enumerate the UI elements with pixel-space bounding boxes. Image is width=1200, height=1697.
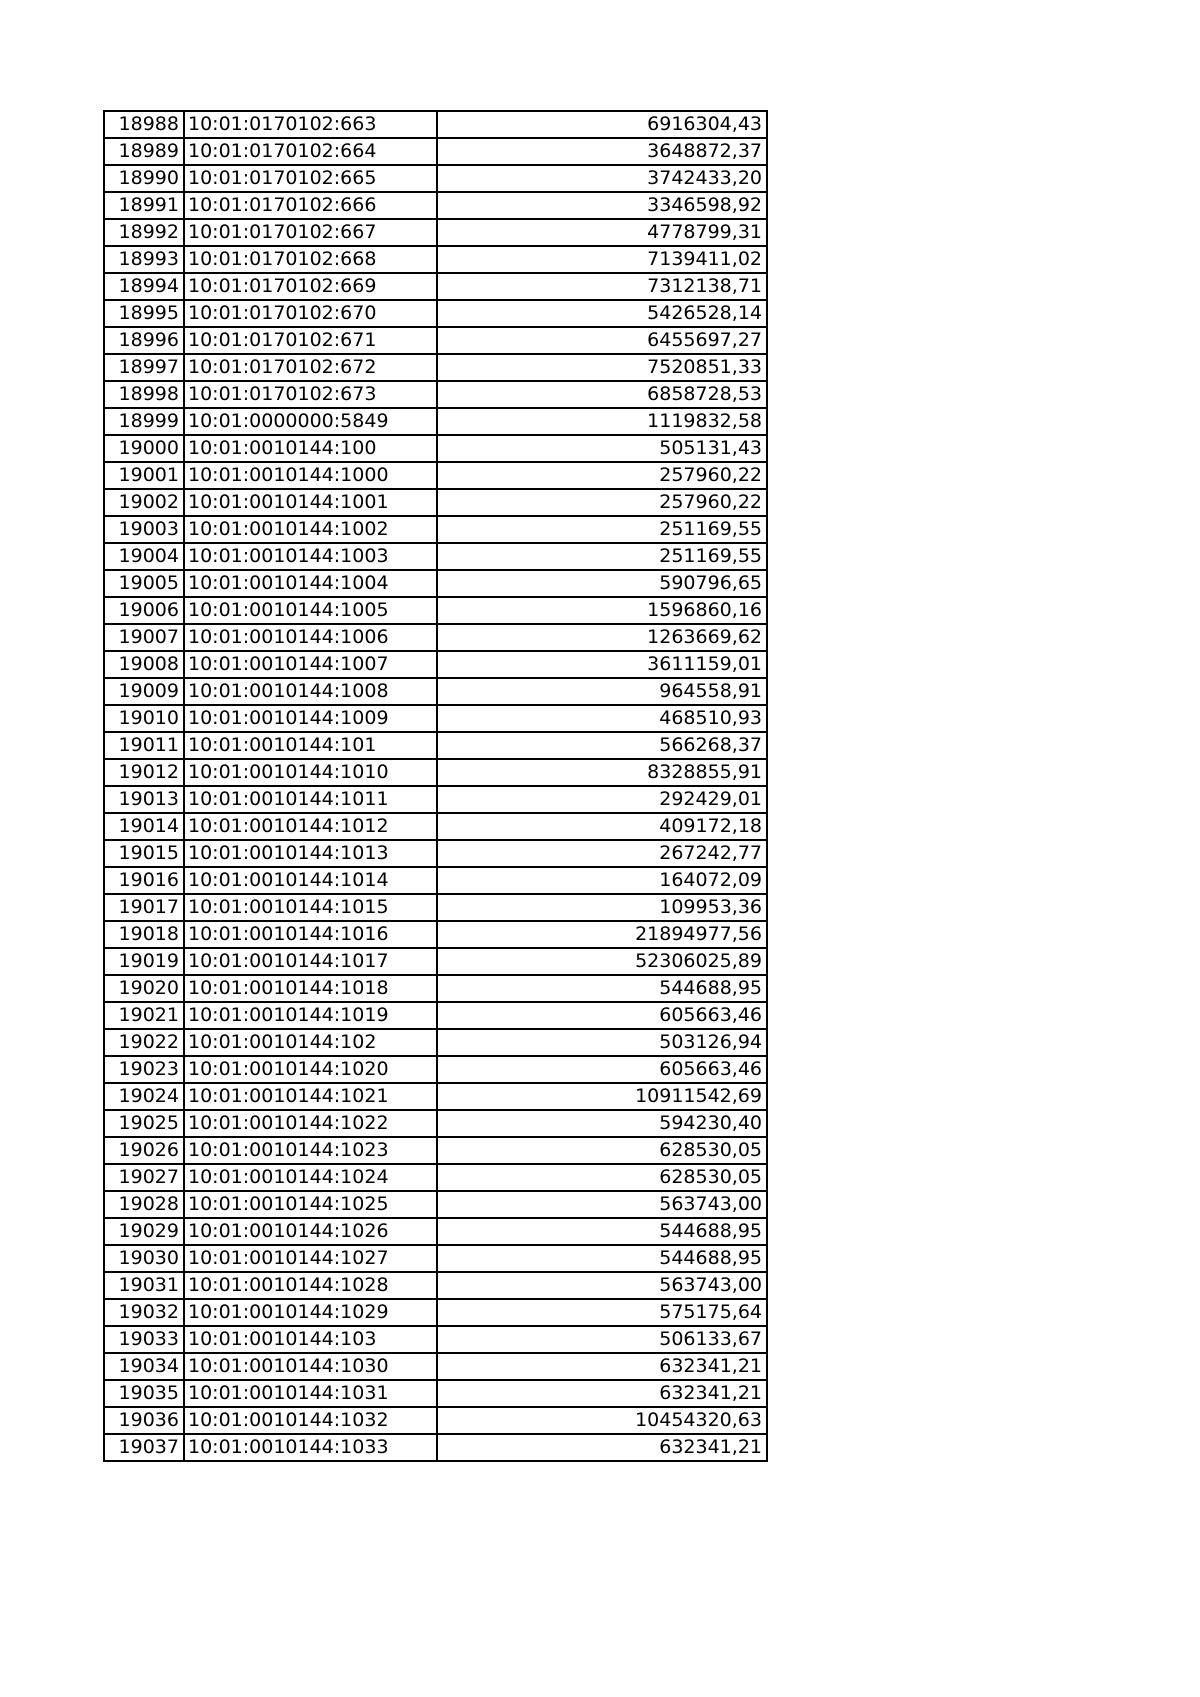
cadastral-number-cell: 10:01:0010144:1025 [184,1191,437,1218]
row-number-cell: 19019 [104,948,184,975]
table-row [104,327,767,354]
table-row [104,624,767,651]
row-number-cell: 18989 [104,138,184,165]
cadastral-number-cell: 10:01:0010144:1019 [184,1002,437,1029]
row-number-cell: 18997 [104,354,184,381]
table-row [104,111,767,138]
row-number-cell: 19001 [104,462,184,489]
cadastral-number-cell: 10:01:0170102:665 [184,165,437,192]
cadastral-value-cell: 8328855,91 [437,759,767,786]
cadastral-value-cell: 503126,94 [437,1029,767,1056]
table-row [104,1056,767,1083]
cadastral-value-cell: 6916304,43 [437,111,767,138]
cadastral-value-cell: 563743,00 [437,1272,767,1299]
table-row [104,921,767,948]
row-number-cell: 19005 [104,570,184,597]
table-row [104,1029,767,1056]
cadastral-value-cell: 594230,40 [437,1110,767,1137]
table-row [104,597,767,624]
cadastral-number-cell: 10:01:0170102:667 [184,219,437,246]
row-number-cell: 19032 [104,1299,184,1326]
table-row [104,813,767,840]
table-row [104,948,767,975]
cadastral-value-cell: 1596860,16 [437,597,767,624]
row-number-cell: 19035 [104,1380,184,1407]
cadastral-value-cell: 1119832,58 [437,408,767,435]
cadastral-value-table [103,110,768,1462]
cadastral-value-cell: 109953,36 [437,894,767,921]
table-row [104,354,767,381]
row-number-cell: 18991 [104,192,184,219]
cadastral-number-cell: 10:01:0170102:671 [184,327,437,354]
row-number-cell: 19027 [104,1164,184,1191]
table-row [104,651,767,678]
cadastral-value-cell: 257960,22 [437,489,767,516]
row-number-cell: 19020 [104,975,184,1002]
cadastral-value-cell: 566268,37 [437,732,767,759]
row-number-cell: 19033 [104,1326,184,1353]
table-row [104,246,767,273]
row-number-cell: 19016 [104,867,184,894]
cadastral-value-cell: 632341,21 [437,1380,767,1407]
table-row [104,1218,767,1245]
cadastral-number-cell: 10:01:0010144:1032 [184,1407,437,1434]
row-number-cell: 18994 [104,273,184,300]
cadastral-value-cell: 21894977,56 [437,921,767,948]
table-row [104,1326,767,1353]
table-row [104,1110,767,1137]
row-number-cell: 19036 [104,1407,184,1434]
cadastral-number-cell: 10:01:0010144:1015 [184,894,437,921]
cadastral-value-cell: 1263669,62 [437,624,767,651]
cadastral-number-cell: 10:01:0010144:1016 [184,921,437,948]
row-number-cell: 19025 [104,1110,184,1137]
table-row [104,1299,767,1326]
cadastral-number-cell: 10:01:0010144:1031 [184,1380,437,1407]
table-row [104,678,767,705]
row-number-cell: 19008 [104,651,184,678]
cadastral-number-cell: 10:01:0010144:1013 [184,840,437,867]
cadastral-number-cell: 10:01:0010144:1021 [184,1083,437,1110]
cadastral-number-cell: 10:01:0010144:103 [184,1326,437,1353]
cadastral-number-cell: 10:01:0010144:1028 [184,1272,437,1299]
cadastral-value-cell: 505131,43 [437,435,767,462]
cadastral-number-cell: 10:01:0010144:1033 [184,1434,437,1461]
cadastral-number-cell: 10:01:0010144:1003 [184,543,437,570]
cadastral-number-cell: 10:01:0000000:5849 [184,408,437,435]
table-row [104,219,767,246]
cadastral-number-cell: 10:01:0010144:1029 [184,1299,437,1326]
row-number-cell: 19021 [104,1002,184,1029]
table-row [104,975,767,1002]
cadastral-number-cell: 10:01:0010144:101 [184,732,437,759]
cadastral-number-cell: 10:01:0010144:1004 [184,570,437,597]
cadastral-number-cell: 10:01:0010144:1012 [184,813,437,840]
row-number-cell: 19024 [104,1083,184,1110]
row-number-cell: 19012 [104,759,184,786]
table-row [104,705,767,732]
table-row [104,894,767,921]
cadastral-number-cell: 10:01:0010144:1014 [184,867,437,894]
row-number-cell: 19017 [104,894,184,921]
table-row [104,543,767,570]
row-number-cell: 18992 [104,219,184,246]
row-number-cell: 19030 [104,1245,184,1272]
row-number-cell: 18993 [104,246,184,273]
cadastral-value-cell: 468510,93 [437,705,767,732]
cadastral-number-cell: 10:01:0170102:664 [184,138,437,165]
table-row [104,1380,767,1407]
row-number-cell: 19022 [104,1029,184,1056]
cadastral-number-cell: 10:01:0010144:1008 [184,678,437,705]
cadastral-value-cell: 628530,05 [437,1137,767,1164]
cadastral-value-cell: 292429,01 [437,786,767,813]
cadastral-value-cell: 563743,00 [437,1191,767,1218]
table-row [104,1434,767,1461]
row-number-cell: 18988 [104,111,184,138]
table-row [104,192,767,219]
cadastral-value-cell: 605663,46 [437,1002,767,1029]
cadastral-number-cell: 10:01:0010144:1018 [184,975,437,1002]
cadastral-number-cell: 10:01:0010144:102 [184,1029,437,1056]
cadastral-number-cell: 10:01:0010144:1024 [184,1164,437,1191]
table-row [104,1245,767,1272]
cadastral-value-cell: 251169,55 [437,543,767,570]
cadastral-value-cell: 5426528,14 [437,300,767,327]
row-number-cell: 19029 [104,1218,184,1245]
cadastral-number-cell: 10:01:0170102:672 [184,354,437,381]
table-row [104,408,767,435]
table-row [104,1083,767,1110]
cadastral-number-cell: 10:01:0010144:1000 [184,462,437,489]
cadastral-number-cell: 10:01:0170102:663 [184,111,437,138]
cadastral-number-cell: 10:01:0010144:1022 [184,1110,437,1137]
cadastral-number-cell: 10:01:0170102:673 [184,381,437,408]
row-number-cell: 18990 [104,165,184,192]
cadastral-number-cell: 10:01:0010144:1009 [184,705,437,732]
table-row [104,867,767,894]
row-number-cell: 19009 [104,678,184,705]
cadastral-value-cell: 590796,65 [437,570,767,597]
cadastral-value-cell: 544688,95 [437,975,767,1002]
table-row [104,516,767,543]
cadastral-number-cell: 10:01:0010144:1002 [184,516,437,543]
cadastral-value-cell: 964558,91 [437,678,767,705]
cadastral-value-cell: 544688,95 [437,1218,767,1245]
table-row [104,1191,767,1218]
table-row [104,1137,767,1164]
row-number-cell: 19028 [104,1191,184,1218]
table-row [104,435,767,462]
table-row [104,138,767,165]
cadastral-value-cell: 7520851,33 [437,354,767,381]
cadastral-value-cell: 6858728,53 [437,381,767,408]
cadastral-value-cell: 251169,55 [437,516,767,543]
row-number-cell: 19015 [104,840,184,867]
row-number-cell: 19037 [104,1434,184,1461]
row-number-cell: 19026 [104,1137,184,1164]
cadastral-number-cell: 10:01:0010144:1011 [184,786,437,813]
cadastral-value-cell: 52306025,89 [437,948,767,975]
cadastral-value-cell: 605663,46 [437,1056,767,1083]
cadastral-value-cell: 632341,21 [437,1434,767,1461]
row-number-cell: 19014 [104,813,184,840]
cadastral-value-cell: 267242,77 [437,840,767,867]
row-number-cell: 19018 [104,921,184,948]
cadastral-value-cell: 7312138,71 [437,273,767,300]
row-number-cell: 19011 [104,732,184,759]
cadastral-value-cell: 575175,64 [437,1299,767,1326]
cadastral-number-cell: 10:01:0170102:669 [184,273,437,300]
cadastral-value-cell: 544688,95 [437,1245,767,1272]
cadastral-value-cell: 6455697,27 [437,327,767,354]
table-row [104,759,767,786]
row-number-cell: 18995 [104,300,184,327]
cadastral-number-cell: 10:01:0170102:666 [184,192,437,219]
row-number-cell: 18996 [104,327,184,354]
table-row [104,840,767,867]
row-number-cell: 19010 [104,705,184,732]
cadastral-value-cell: 7139411,02 [437,246,767,273]
table-body [104,111,767,1461]
table-row [104,165,767,192]
cadastral-number-cell: 10:01:0010144:1017 [184,948,437,975]
cadastral-number-cell: 10:01:0010144:1010 [184,759,437,786]
cadastral-value-cell: 10911542,69 [437,1083,767,1110]
cadastral-value-cell: 3742433,20 [437,165,767,192]
table-row [104,570,767,597]
row-number-cell: 18999 [104,408,184,435]
cadastral-number-cell: 10:01:0010144:1005 [184,597,437,624]
table-row [104,732,767,759]
cadastral-value-cell: 4778799,31 [437,219,767,246]
table-row [104,381,767,408]
cadastral-value-cell: 257960,22 [437,462,767,489]
cadastral-number-cell: 10:01:0010144:100 [184,435,437,462]
cadastral-value-cell: 3648872,37 [437,138,767,165]
table-row [104,1272,767,1299]
row-number-cell: 18998 [104,381,184,408]
cadastral-number-cell: 10:01:0170102:670 [184,300,437,327]
row-number-cell: 19034 [104,1353,184,1380]
table-row [104,273,767,300]
cadastral-value-cell: 632341,21 [437,1353,767,1380]
table-row [104,1353,767,1380]
row-number-cell: 19007 [104,624,184,651]
row-number-cell: 19003 [104,516,184,543]
table-row [104,300,767,327]
cadastral-value-cell: 3346598,92 [437,192,767,219]
cadastral-number-cell: 10:01:0010144:1020 [184,1056,437,1083]
table-row [104,1407,767,1434]
cadastral-number-cell: 10:01:0010144:1026 [184,1218,437,1245]
row-number-cell: 19031 [104,1272,184,1299]
cadastral-number-cell: 10:01:0010144:1007 [184,651,437,678]
row-number-cell: 19023 [104,1056,184,1083]
table-row [104,1002,767,1029]
cadastral-value-cell: 409172,18 [437,813,767,840]
cadastral-value-cell: 10454320,63 [437,1407,767,1434]
cadastral-number-cell: 10:01:0010144:1006 [184,624,437,651]
cadastral-value-cell: 506133,67 [437,1326,767,1353]
table-row [104,462,767,489]
row-number-cell: 19000 [104,435,184,462]
cadastral-number-cell: 10:01:0010144:1023 [184,1137,437,1164]
table-row [104,1164,767,1191]
table-row [104,786,767,813]
cadastral-value-cell: 164072,09 [437,867,767,894]
cadastral-value-cell: 628530,05 [437,1164,767,1191]
table-row [104,489,767,516]
row-number-cell: 19004 [104,543,184,570]
row-number-cell: 19006 [104,597,184,624]
cadastral-number-cell: 10:01:0010144:1030 [184,1353,437,1380]
cadastral-number-cell: 10:01:0010144:1027 [184,1245,437,1272]
row-number-cell: 19002 [104,489,184,516]
row-number-cell: 19013 [104,786,184,813]
cadastral-number-cell: 10:01:0170102:668 [184,246,437,273]
cadastral-value-cell: 3611159,01 [437,651,767,678]
cadastral-number-cell: 10:01:0010144:1001 [184,489,437,516]
